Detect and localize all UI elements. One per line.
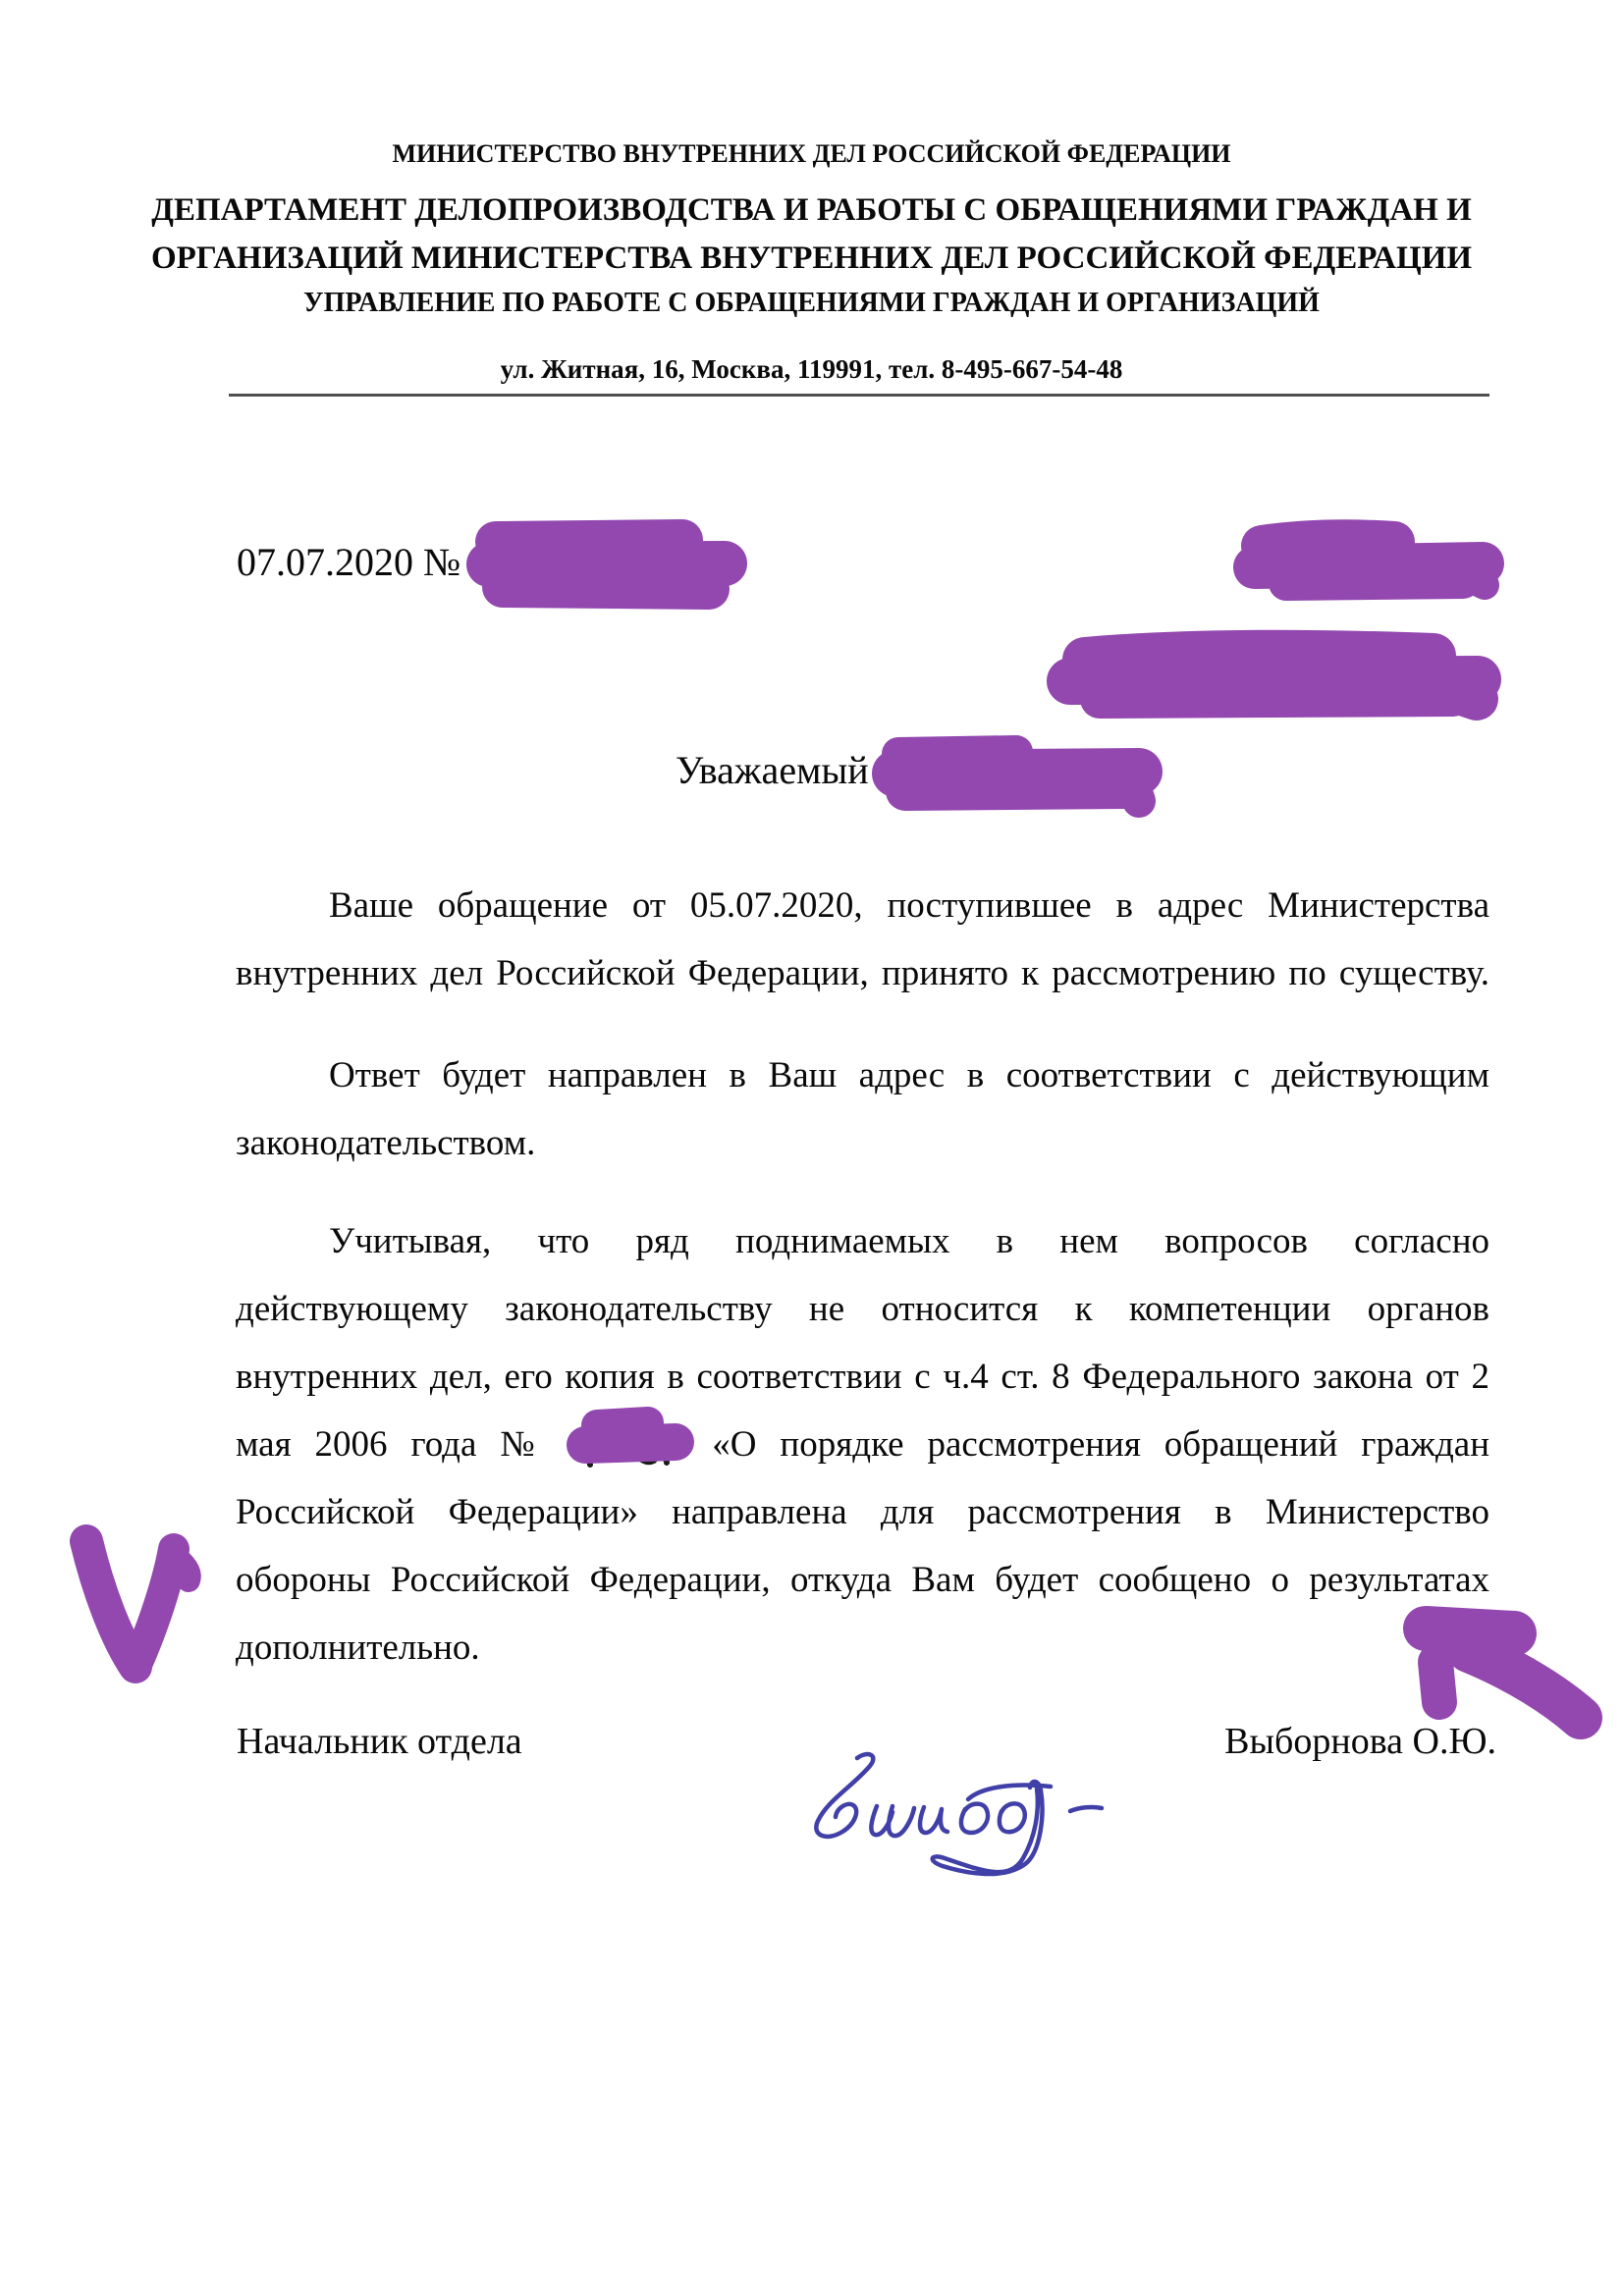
paragraph-3-line-7: дополнительно. bbox=[236, 1628, 480, 1668]
department-name bbox=[0, 187, 1623, 283]
salutation: Уважаемый bbox=[676, 748, 869, 792]
paragraph-3-line-4-after: «О порядке рассмотрения обращений граждан bbox=[712, 1424, 1490, 1465]
redaction-reference-number bbox=[489, 540, 725, 589]
paragraph-3-line-6: обороны Российской Федерации, откуда Вам будет сообщено о результатах bbox=[236, 1560, 1489, 1600]
paragraph-3-line-5: Российской Федерации» направлена для рассмотрения в Министерство bbox=[236, 1492, 1489, 1532]
address-line: ул. Житная, 16, Москва, 119991, тел. 8-495-667-54-48 bbox=[500, 354, 1123, 384]
paragraph-2-line-2: законодательством. bbox=[236, 1123, 536, 1163]
header-divider bbox=[229, 394, 1489, 397]
paragraph-3-line-3: внутренних дел, его копия в соответствии с ч.4 ст. 8 Федерального закона от 2 bbox=[236, 1357, 1489, 1397]
handwritten-signature bbox=[816, 1754, 1102, 1874]
redaction-addressee-line1 bbox=[1255, 540, 1485, 585]
date-and-number: 07.07.2020 № bbox=[237, 540, 461, 584]
paragraph-1-line-2: внутренних дел Российской Федерации, принято к рассмотрению по существу. bbox=[236, 953, 1489, 993]
department-name-line1: ДЕПАРТАМЕНТ ДЕЛОПРОИЗВОДСТВА И РАБОТЫ С ОБРАЩЕНИЯМИ ГРАЖДАН И bbox=[151, 192, 1472, 228]
ministry-name: МИНИСТЕРСТВО ВНУТРЕННИХ ДЕЛ РОССИЙСКОЙ ФЕДЕРАЦИИ bbox=[392, 139, 1231, 168]
paragraph-3 bbox=[236, 1207, 1489, 1682]
paragraph-3-line-4-before: мая 2006 года № bbox=[236, 1424, 550, 1465]
redaction-addressee-line2 bbox=[1070, 653, 1478, 699]
signer-name: Выборнова О.Ю. bbox=[1224, 1721, 1496, 1762]
paragraph-3-line-2: действующему законодательству не относится к компетенции органов bbox=[236, 1289, 1489, 1329]
paragraph-3-line-1: Учитывая, что ряд поднимаемых в нем вопросов согласно bbox=[329, 1221, 1489, 1261]
paragraph-1 bbox=[236, 872, 1489, 1007]
signature-row bbox=[237, 1720, 1496, 1763]
signer-position: Начальник отдела bbox=[237, 1721, 522, 1762]
paragraph-1-line-1: Ваше обращение от 05.07.2020, поступившее в адрес Министерства bbox=[329, 885, 1489, 926]
department-name-line2: ОРГАНИЗАЦИЙ МИНИСТЕРСТВА ВНУТРЕННИХ ДЕЛ РОССИЙСКОЙ ФЕДЕРАЦИИ bbox=[150, 240, 1472, 276]
paragraph-2 bbox=[236, 1041, 1489, 1177]
paragraph-3-line-4 bbox=[236, 1411, 1489, 1478]
margin-checkmark bbox=[86, 1541, 189, 1667]
redaction-addressee-name bbox=[895, 752, 1139, 801]
redacted-law-number-gap bbox=[572, 1455, 688, 1456]
paragraph-2-line-1: Ответ будет направлен в Ваш адрес в соответствии с действующим bbox=[329, 1055, 1489, 1095]
directorate-name: УПРАВЛЕНИЕ ПО РАБОТЕ С ОБРАЩЕНИЯМИ ГРАЖДАН И ОРГАНИЗАЦИЙ bbox=[303, 288, 1320, 318]
